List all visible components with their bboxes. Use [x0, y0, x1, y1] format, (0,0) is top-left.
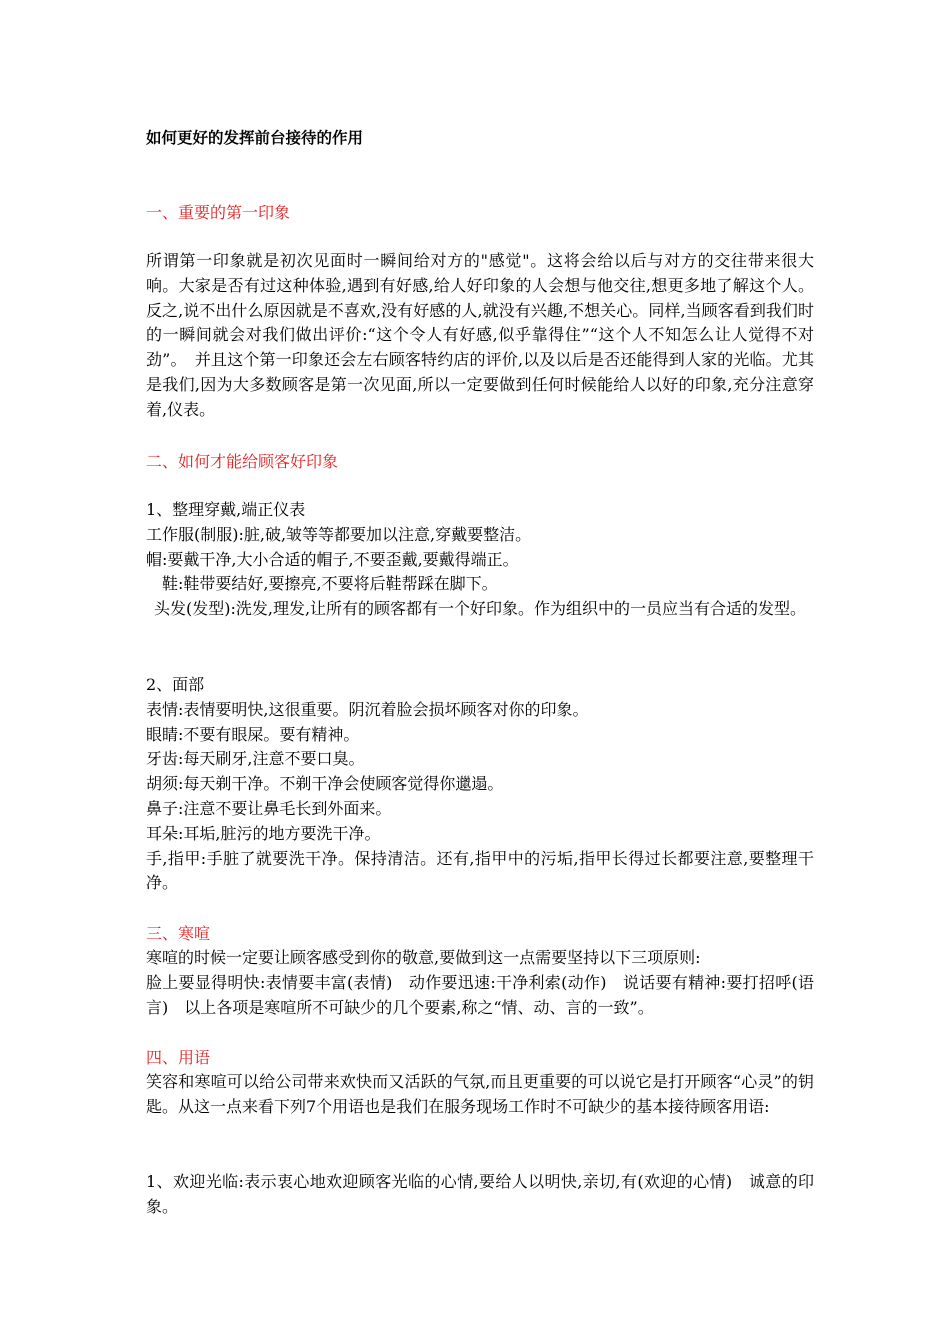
section-3-heading: 三、寒喧	[146, 924, 211, 943]
teeth-line: 牙齿:每天刷牙,注意不要口臭。	[146, 749, 365, 769]
document-title: 如何更好的发挥前台接待的作用	[146, 129, 364, 147]
subsection-1-title: 1、整理穿戴,端正仪表	[146, 500, 306, 519]
welcome-phrase-item: 1、欢迎光临:表示衷心地欢迎顾客光临的心情,要给人以明快,亲切,有(欢迎的心情) 诚意的印象。	[146, 1172, 814, 1216]
beard-line: 胡须:每天剃干净。不剃干净会使顾客觉得你邋遢。	[146, 774, 504, 794]
section-2-subsection-1	[146, 498, 814, 622]
section-4-paragraph: 笑容和寒喧可以给公司带来欢快而又活跃的气氛,而且更重要的可以说它是打开顾客“心灵”的钥匙。从这一点来看下列7个用语也是我们在服务现场工作时不可缺少的基本接待顾客用语:	[146, 1072, 814, 1116]
greeting-principles-line: 寒喧的时候一定要让顾客感受到你的敬意,要做到这一点需要坚持以下三项原则:	[146, 948, 701, 967]
expression-line: 表情:表情要明快,这很重要。阴沉着脸会损坏顾客对你的印象。	[146, 699, 589, 719]
section-3-body	[146, 946, 814, 1020]
hair-line: 头发(发型):洗发,理发,让所有的顾客都有一个好印象。作为组织中的一员应当有合适的发型。	[154, 599, 807, 619]
hat-line: 帽:要戴干净,大小合适的帽子,不要歪戴,要戴得端正。	[146, 549, 519, 569]
subsection-2-title: 2、面部	[146, 675, 205, 694]
uniform-line: 工作服(制服):脏,破,皱等等都要加以注意,穿戴要整洁。	[146, 524, 532, 544]
section-1-heading: 一、重要的第一印象	[146, 203, 291, 222]
section-2-subsection-2	[146, 673, 814, 896]
section-4-heading: 四、用语	[146, 1048, 211, 1067]
ears-line: 耳朵:耳垢,脏污的地方要洗干净。	[146, 823, 381, 843]
section-2-heading: 二、如何才能给顾客好印象	[146, 452, 339, 471]
eyes-line: 眼睛:不要有眼屎。要有精神。	[146, 724, 360, 744]
shoes-line: 鞋:鞋带要结好,要擦亮,不要将后鞋帮踩在脚下。	[162, 574, 498, 594]
nose-line: 鼻子:注意不要让鼻毛长到外面来。	[146, 798, 392, 818]
section-1-paragraph: 所谓第一印象就是初次见面时一瞬间给对方的"感觉"。这将会给以后与对方的交往带来很大响。大家是否有过这种体验,遇到有好感,给人好印象的人会想与他交往,想更多地了解这个人。反之,说不出什么原因就是不喜欢,没有好感的人,就没有兴趣,不想关心。同样,当顾客看到我们时的一瞬间就会对我们做出评价:“这个令人有好感,似乎靠得住”“这个人不知怎么让人觉得不对劲”。 并且这个第一印象还会左右顾客特约店的评价,以及以后是否还能得到人家的光临。尤其是我们,因为大多数顾客是第一次见面,所以一定要做到任何时候能给人以好的印象,充分注意穿着,仪表。	[146, 251, 814, 419]
hands-line: 手,指甲:手脏了就要洗干净。保持清洁。还有,指甲中的污垢,指甲长得过长都要注意,要整理干净。	[146, 848, 814, 893]
greeting-elements-paragraph: 脸上要显得明快:表情要丰富(表情) 动作要迅速:干净利索(动作) 说话要有精神:要打招呼(语言) 以上各项是寒喧所不可缺少的几个要素,称之“情、动、言的一致”。	[146, 972, 814, 1017]
